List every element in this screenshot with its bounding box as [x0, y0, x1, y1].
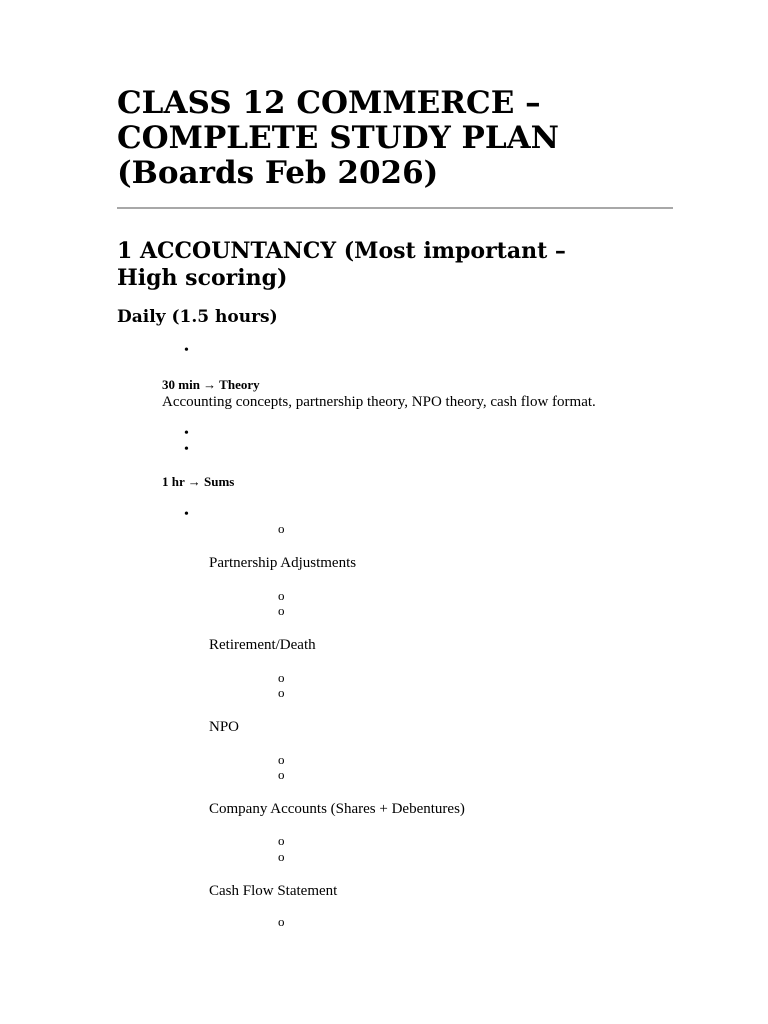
list-bullet-circle: o — [278, 588, 285, 603]
list-bullet-circle: o — [278, 914, 285, 929]
list-bullet-circle: o — [278, 521, 285, 536]
document-title-line: CLASS 12 COMMERCE – — [117, 85, 541, 121]
list-bullet-circle: o — [278, 767, 285, 782]
list-bullet-disc: • — [184, 426, 189, 441]
schedule-heading: Daily (1.5 hours) — [117, 307, 278, 327]
list-bullet-circle: o — [278, 849, 285, 864]
topic-item: Retirement/Death — [209, 637, 316, 653]
topic-item: Partnership Adjustments — [209, 555, 357, 571]
step-title-sums: 1 hr → Sums — [162, 474, 235, 489]
list-bullet-disc: • — [184, 343, 189, 358]
section-heading-line: 1 ACCOUNTANCY (Most important – — [117, 238, 566, 264]
list-bullet-circle: o — [278, 670, 285, 685]
document-title-line: COMPLETE STUDY PLAN — [117, 120, 560, 156]
list-bullet-disc: • — [184, 442, 189, 457]
topic-item: Company Accounts (Shares + Debentures) — [209, 801, 465, 817]
document-title — [117, 86, 677, 191]
topic-item: NPO — [209, 719, 240, 735]
list-bullet-circle: o — [278, 833, 285, 848]
topic-item: Cash Flow Statement — [209, 883, 338, 899]
horizontal-rule — [117, 207, 673, 209]
section-heading-line: High scoring) — [117, 265, 288, 291]
list-bullet-circle: o — [278, 603, 285, 618]
list-bullet-circle: o — [278, 752, 285, 767]
step-title-theory: 30 min → Theory — [162, 377, 260, 392]
step-description-theory: Accounting concepts, partnership theory, NPO theory, cash flow format. — [162, 394, 596, 410]
list-bullet-circle: o — [278, 685, 285, 700]
document-title-line: (Boards Feb 2026) — [117, 155, 439, 191]
list-bullet-disc: • — [184, 507, 189, 522]
section-heading — [117, 238, 566, 292]
